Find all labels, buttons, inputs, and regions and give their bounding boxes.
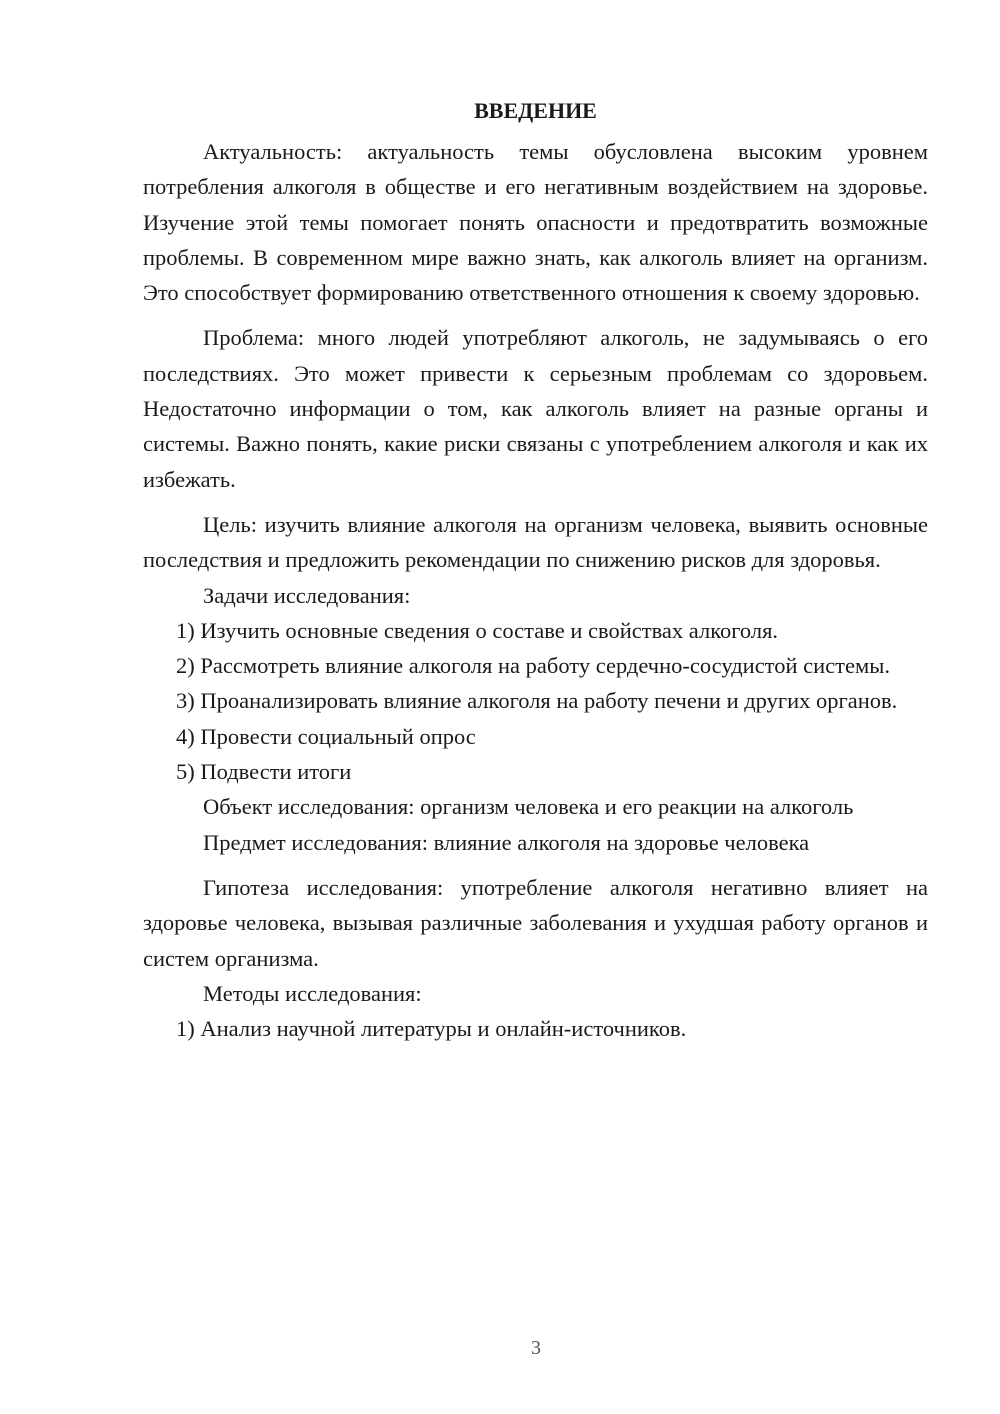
page-content (143, 92, 928, 1046)
subject-line: Предмет исследования: влияние алкоголя на здоровье человека (203, 829, 810, 855)
goal-paragraph: Цель: изучить влияние алкоголя на организм человека, выявить основные последствия и предложить рекомендации по снижению рисков для здоровья. (143, 511, 928, 573)
relevance-paragraph: Актуальность: актуальность темы обусловлена высоким уровнем потребления алкоголя в обществе и его негативным воздействием на здоровье. Изучение этой темы помогает понять опасности и предотвратить возможные проблемы. В современном мире важно знать, как алкоголь влияет на организм. Это способствует формированию ответственного отношения к своему здоровью. (143, 139, 928, 306)
task-item: 3) Проанализировать влияние алкоголя на работу печени и других органов. (176, 688, 898, 714)
task-item: 2) Рассмотреть влияние алкоголя на работу сердечно-сосудистой системы. (176, 653, 890, 679)
task-item: 4) Провести социальный опрос (176, 723, 476, 749)
page-number: 3 (531, 1337, 541, 1359)
problem-paragraph: Проблема: много людей употребляют алкоголь, не задумываясь о его последствиях. Это может привести к серьезным проблемам со здоровьем. Недостаточно информации о том, как алкоголь влияет на разные органы и системы. Важно понять, какие риски связаны с употреблением алкоголя и как их избежать. (143, 325, 928, 492)
object-line: Объект исследования: организм человека и его реакции на алкоголь (203, 794, 854, 820)
task-item: 5) Подвести итоги (176, 759, 352, 785)
section-title: ВВЕДЕНИЕ (474, 98, 597, 123)
task-item: 1) Изучить основные сведения о составе и свойствах алкоголя. (176, 617, 779, 643)
tasks-heading: Задачи исследования: (203, 582, 411, 608)
method-item: 1) Анализ научной литературы и онлайн-источников. (176, 1016, 687, 1042)
methods-heading: Методы исследования: (203, 980, 422, 1006)
hypothesis-paragraph: Гипотеза исследования: употребление алкоголя негативно влияет на здоровье человека, вызывая различные заболевания и ухудшая работу органов и систем организма. (143, 874, 928, 971)
